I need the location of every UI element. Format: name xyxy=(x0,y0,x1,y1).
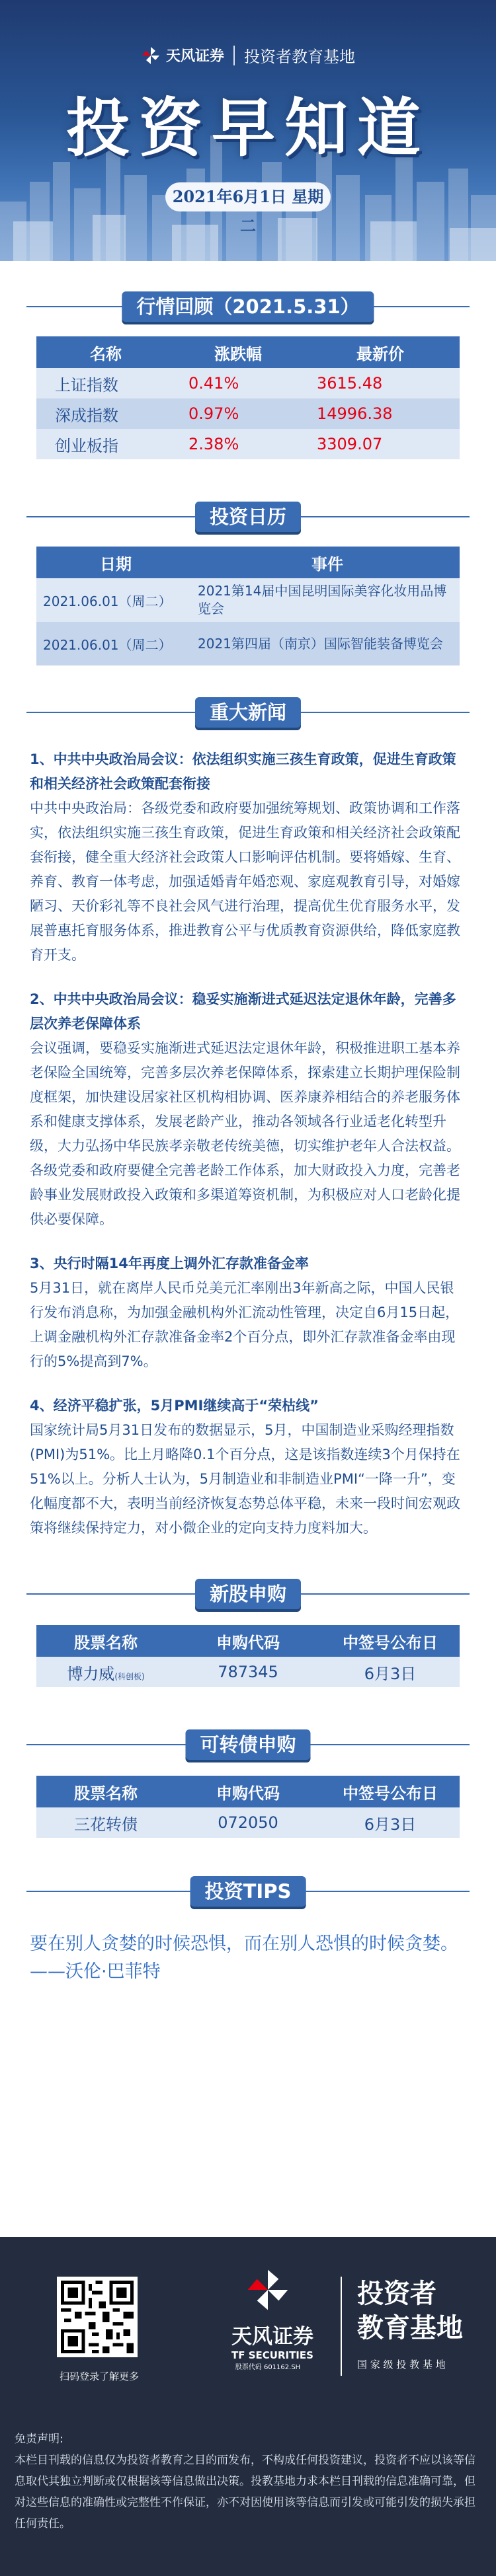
market-section-title: 行情回顾（2021.5.31） xyxy=(122,291,374,322)
edu-base-subtitle: 国 家 级 投 教 基 地 xyxy=(357,2359,446,2370)
disclaimer-title: 免责声明: xyxy=(15,2433,63,2446)
subscription-code: 072050 xyxy=(175,1807,321,1838)
col-header: 中签号公布日 xyxy=(321,1625,460,1657)
col-header: 中签号公布日 xyxy=(321,1776,460,1807)
table-row xyxy=(36,398,460,429)
footer-brand-logo xyxy=(231,2267,313,2371)
event-name: 2021第四届（南京）国际智能装备博览会 xyxy=(195,622,460,665)
stock-code: 股票代码 601162.SH xyxy=(235,2364,301,2371)
disclaimer-text: 本栏目刊载的信息仅为投资者教育之目的而发布，不构成任何投资建议，投资者不应以该等信息取代其独立判断或仅根据该等信息做出决策。投教基地力求本栏目刊载的信息准确可靠，但对这些信息的准确性或完整性不作保证，亦不对因使用该等信息而引发或可能引发的损失承担任何责任。 xyxy=(15,2454,475,2530)
event-name: 2021第14届中国昆明国际美容化妆用品博览会 xyxy=(195,578,460,622)
calendar-table xyxy=(36,547,460,665)
col-header: 股票名称 xyxy=(36,1776,175,1807)
qr-caption: 扫码登录了解更多 xyxy=(59,2370,139,2382)
news-section-header xyxy=(0,692,496,733)
col-header: 申购代码 xyxy=(175,1625,321,1657)
board-tag: (科创板) xyxy=(114,1671,145,1681)
col-header: 涨跌幅 xyxy=(175,336,301,368)
event-date: 2021.06.01（周二） xyxy=(36,622,195,665)
page-title: 投资早知道 xyxy=(66,91,430,165)
qr-code-icon xyxy=(61,2281,134,2353)
subscription-code: 787345 xyxy=(175,1657,321,1687)
date-badge: 2021年6月1日 星期二 xyxy=(165,182,331,211)
calendar-section-title: 投资日历 xyxy=(195,502,301,532)
table-row xyxy=(36,1807,460,1838)
news-item xyxy=(30,987,466,1232)
table-row xyxy=(36,429,460,459)
news-body: 会议强调，要稳妥实施渐进式延迟法定退休年龄，积极推进职工基本养老保险全国统筹，完善多层次养老保障体系，探索建立长期护理保险制度框架，加快建设居家社区机构相协调、医养康养相结合的养老服务体系和健康支撑体系，发展老龄产业，推动各领域各行业适老化转型升级，大力弘扬中华民族孝亲敬老传统美德，切实维护老年人合法权益。各级党委和政府要健全完善老龄工作体系，加大财政投入力度，完善老龄事业发展财政投入政策和多渠道筹资机制，为积极应对人口老龄化提供必要保障。 xyxy=(30,1040,460,1227)
ipo-section-header xyxy=(0,1573,496,1614)
col-header: 事件 xyxy=(195,547,460,578)
news-body: 5月31日，就在离岸人民币兑美元汇率刚出3年新高之际，中国人民银行发布消息称，为加强金融机构外汇流动性管理，决定自6月15日起，上调金融机构外汇存款准备金率2个百分点，即外汇存款准备金率由现行的5%提高到7%。 xyxy=(30,1280,460,1369)
brand-logo xyxy=(141,45,224,65)
tips-section-header xyxy=(0,1871,496,1912)
hero-banner xyxy=(0,0,496,261)
news-headline: 1、中共中央政治局会议：依法组织实施三孩生育政策，促进生育政策和相关经济社会政策配套衔接 xyxy=(30,751,456,792)
event-date: 2021.06.01（周二） xyxy=(36,578,195,622)
col-header: 日期 xyxy=(36,547,195,578)
news-list xyxy=(30,747,466,1540)
table-row xyxy=(36,368,460,398)
footer-divider xyxy=(341,2277,342,2376)
footer-brand-name: 天风证券 xyxy=(231,2325,313,2349)
brand-name: 天风证券 xyxy=(165,48,224,65)
pinwheel-logo-icon xyxy=(141,46,161,65)
table-row xyxy=(36,622,460,665)
index-name: 深成指数 xyxy=(36,398,175,429)
index-price: 3309.07 xyxy=(301,429,460,459)
bond-section-header xyxy=(0,1724,496,1765)
calendar-section-header xyxy=(0,496,496,537)
qr-code[interactable] xyxy=(57,2277,138,2357)
news-item xyxy=(30,1252,466,1374)
footer xyxy=(0,2237,496,2576)
stock-name: 博力威 xyxy=(67,1664,115,1683)
bond-section-title: 可转债申购 xyxy=(185,1729,310,1760)
bond-name: 三花转债 xyxy=(36,1807,175,1838)
col-header: 名称 xyxy=(36,336,175,368)
news-body: 中共中央政治局：各级党委和政府要加强统筹规划、政策协调和工作落实，依法组织实施三孩生育政策，促进生育政策和相关经济社会政策配套衔接，健全重大经济社会政策人口影响评估机制。要将婚嫁、生育、养育、教育一体考虑，加强适婚青年婚恋观、家庭观教育引导，对婚嫁陋习、天价彩礼等不良社会风气进行治理，提高优生优育服务水平，发展普惠托育服务体系，推进教育公平与优质教育资源供给，降低家庭教育开支。 xyxy=(30,800,460,963)
edu-base-title xyxy=(357,2277,463,2345)
edu-line-1: 投资者 xyxy=(357,2279,436,2309)
table-row xyxy=(36,578,460,622)
news-item xyxy=(30,747,466,967)
news-item xyxy=(30,1394,466,1540)
ipo-table xyxy=(36,1625,460,1687)
lottery-date: 6月3日 xyxy=(321,1807,460,1838)
footer-brand-en: TF SECURITIES xyxy=(231,2349,313,2361)
brand-row xyxy=(0,44,496,67)
table-row xyxy=(36,1657,460,1687)
brand-subtitle: 投资者教育基地 xyxy=(244,48,355,66)
news-headline: 3、央行时隔14年再度上调外汇存款准备金率 xyxy=(30,1256,309,1271)
market-section-header xyxy=(0,286,496,327)
col-header: 股票名称 xyxy=(36,1625,175,1657)
news-headline: 4、经济平稳扩张，5月PMI继续高于“荣枯线” xyxy=(30,1398,319,1414)
edu-line-2: 教育基地 xyxy=(357,2313,463,2343)
col-header: 最新价 xyxy=(301,336,460,368)
col-header: 申购代码 xyxy=(175,1776,321,1807)
index-name: 创业板指 xyxy=(36,429,175,459)
index-change: 0.97% xyxy=(175,398,301,429)
bond-table xyxy=(36,1776,460,1838)
investment-quote: 要在别人贪婪的时候恐惧，而在别人恐惧的时候贪婪。——沃伦·巴菲特 xyxy=(30,1934,458,1982)
brand-divider xyxy=(233,46,235,65)
lottery-date: 6月3日 xyxy=(321,1657,460,1687)
index-name: 上证指数 xyxy=(36,368,175,398)
ipo-section-title: 新股申购 xyxy=(195,1579,301,1609)
market-table xyxy=(36,336,460,459)
tips-section-title: 投资TIPS xyxy=(190,1876,306,1907)
pinwheel-logo-icon xyxy=(245,2267,291,2313)
disclaimer xyxy=(15,2429,481,2534)
index-price: 3615.48 xyxy=(301,368,460,398)
index-price: 14996.38 xyxy=(301,398,460,429)
index-change: 0.41% xyxy=(175,368,301,398)
index-change: 2.38% xyxy=(175,429,301,459)
news-section-title: 重大新闻 xyxy=(195,697,301,728)
news-body: 国家统计局5月31日发布的数据显示，5月，中国制造业采购经理指数(PMI)为51%。比上月略降0.1个百分点，这是该指数连续3个月保持在51%以上。分析人士认为，5月制造业和非制造业PMI“一降一升”，变化幅度都不大，表明当前经济恢复态势总体平稳，未来一段时间宏观政策将继续保持定力，对小微企业的定向支持力度料加大。 xyxy=(30,1422,460,1536)
news-headline: 2、中共中央政治局会议：稳妥实施渐进式延迟法定退休年龄，完善多层次养老保障体系 xyxy=(30,991,456,1032)
